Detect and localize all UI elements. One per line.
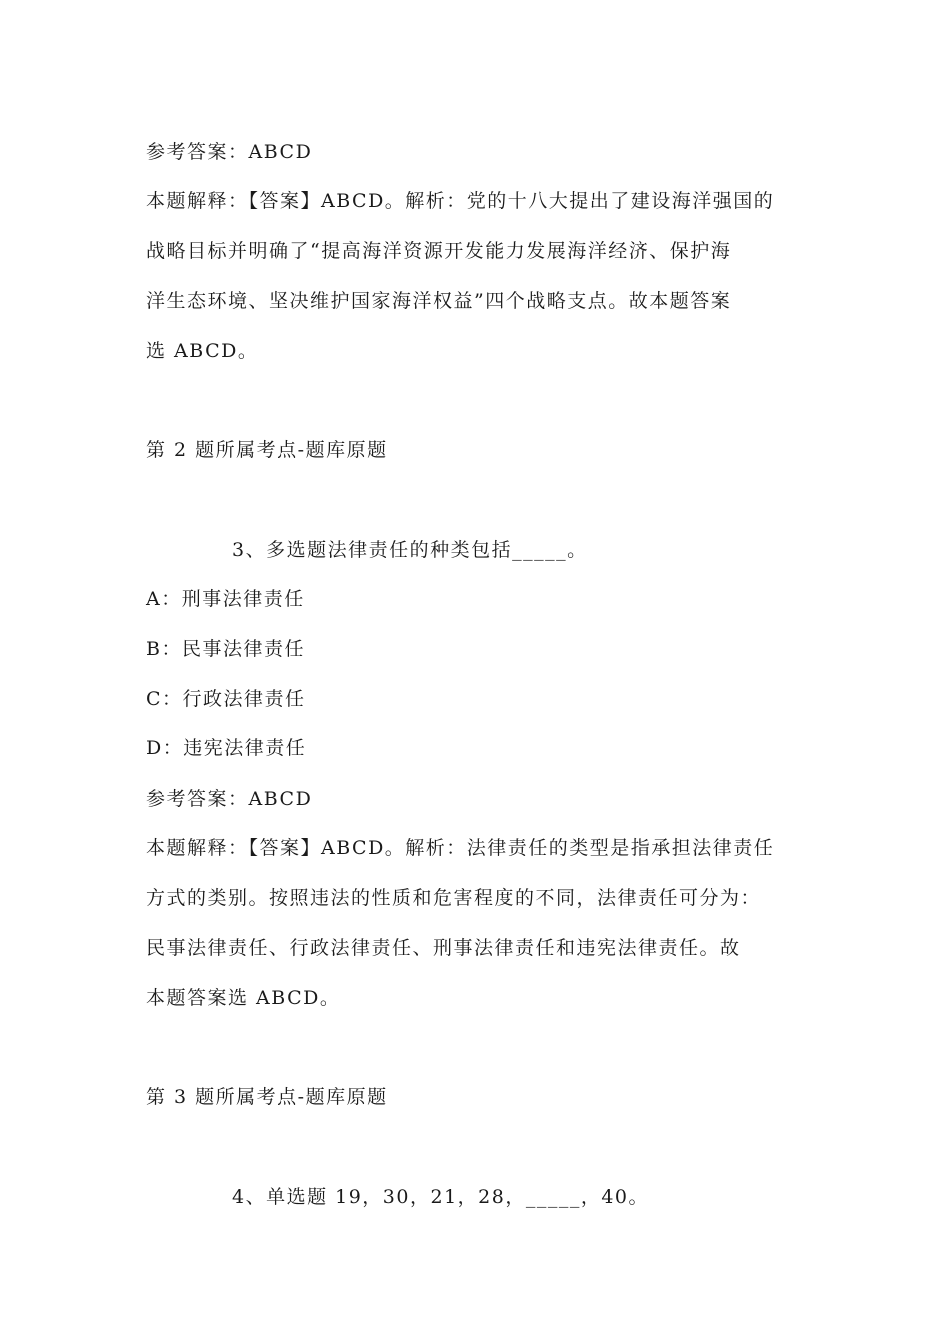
q3-explanation-line-1: 本题解释：【答案】ABCD。解析：法律责任的类型是指承担法律责任 (146, 837, 775, 859)
q3-explanation-line-4: 本题答案选 ABCD。 (146, 987, 341, 1009)
q3-explanation-line-2: 方式的类别。按照违法的性质和危害程度的不同，法律责任可分为： (146, 887, 762, 909)
q2-explanation-line-3: 洋生态环境、坚决维护国家海洋权益”四个战略支点。故本题答案 (146, 290, 732, 312)
q3-explanation-line-3: 民事法律责任、行政法律责任、刑事法律责任和违宪法律责任。故 (146, 937, 741, 959)
q4-stem: 4、单选题 19，30，21，28，_____，40。 (232, 1186, 650, 1208)
q2-reference-answer: 参考答案：ABCD (146, 141, 313, 163)
q2-explanation-line-1: 本题解释：【答案】ABCD。解析：党的十八大提出了建设海洋强国的 (146, 190, 775, 212)
q3-stem: 3、多选题法律责任的种类包括_____。 (232, 539, 588, 561)
q3-source-note: 第 3 题所属考点-题库原题 (146, 1086, 388, 1108)
q3-reference-answer: 参考答案：ABCD (146, 788, 313, 810)
q2-explanation-line-2: 战略目标并明确了“提高海洋资源开发能力发展海洋经济、保护海 (146, 240, 732, 262)
q3-option-d: D：违宪法律责任 (146, 737, 307, 759)
q2-source-note: 第 2 题所属考点-题库原题 (146, 439, 388, 461)
q3-option-c: C：行政法律责任 (146, 688, 306, 710)
q3-option-b: B：民事法律责任 (146, 638, 305, 660)
q2-explanation-line-4: 选 ABCD。 (146, 340, 259, 362)
q3-option-a: A：刑事法律责任 (146, 588, 305, 610)
